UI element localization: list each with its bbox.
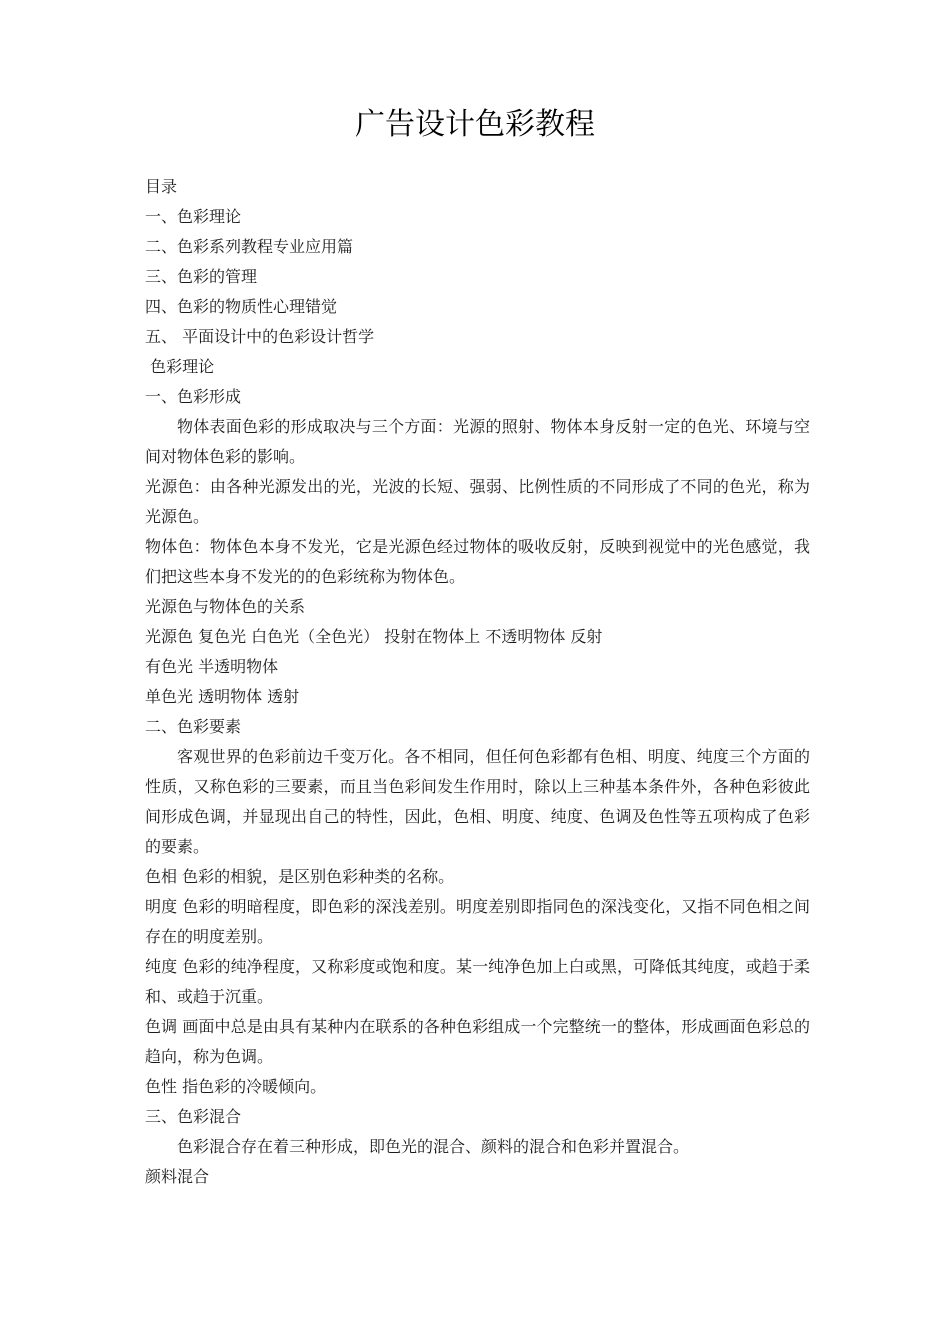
paragraph: 光源色 复色光 白色光（全色光） 投射在物体上 不透明物体 反射 [145,627,603,646]
paragraph: 色调 画面中总是由具有某种内在联系的各种色彩组成一个完整统一的整体，形成画面色彩总的趋向，称为色调。 [145,1017,810,1066]
paragraph: 纯度 色彩的纯净程度，又称彩度或饱和度。某一纯净色加上白或黑，可降低其纯度，或趋于柔和、或趋于沉重。 [145,957,810,1006]
part-title: 色彩理论 [145,357,215,376]
paragraph: 明度 色彩的明暗程度，即色彩的深浅差别。明度差别即指同色的深浅变化，又指不同色相之间存在的明度差别。 [145,897,810,946]
toc-item: 四、色彩的物质性心理错觉 [145,297,338,316]
section-heading: 一、色彩形成 [145,387,242,406]
section-intro: 物体表面色彩的形成取决与三个方面：光源的照射、物体本身反射一定的色光、环境与空间对物体色彩的影响。 [145,417,810,466]
paragraph: 有色光 半透明物体 [145,657,279,676]
document-title: 广告设计色彩教程 [355,107,595,142]
paragraph: 色性 指色彩的冷暖倾向。 [145,1077,327,1096]
section-heading: 三、色彩混合 [145,1107,242,1126]
paragraph: 单色光 透明物体 透射 [145,687,300,706]
paragraph: 颜料混合 [145,1167,210,1186]
toc-item: 五、 平面设计中的色彩设计哲学 [145,327,375,346]
toc-item: 一、色彩理论 [145,207,242,226]
toc-item: 三、色彩的管理 [145,267,258,286]
paragraph: 光源色：由各种光源发出的光，光波的长短、强弱、比例性质的不同形成了不同的色光，称为光源色。 [145,477,810,526]
paragraph: 色相 色彩的相貌，是区别色彩种类的名称。 [145,867,455,886]
toc-item: 二、色彩系列教程专业应用篇 [145,237,354,256]
section-intro: 客观世界的色彩前边千变万化。各不相同，但任何色彩都有色相、明度、纯度三个方面的性质，又称色彩的三要素，而且当色彩间发生作用时，除以上三种基本条件外，各种色彩彼此间形成色调，并显现出自己的特性，因此，色相、明度、纯度、色调及色性等五项构成了色彩的要素。 [145,747,810,856]
toc-heading: 目录 [145,177,178,196]
section-intro: 色彩混合存在着三种形成，即色光的混合、颜料的混合和色彩并置混合。 [177,1137,690,1156]
section-heading: 二、色彩要素 [145,717,242,736]
document-body [145,172,810,1192]
paragraph: 光源色与物体色的关系 [145,597,306,616]
paragraph: 物体色：物体色本身不发光，它是光源色经过物体的吸收反射，反映到视觉中的光色感觉，我们把这些本身不发光的的色彩统称为物体色。 [145,537,810,586]
